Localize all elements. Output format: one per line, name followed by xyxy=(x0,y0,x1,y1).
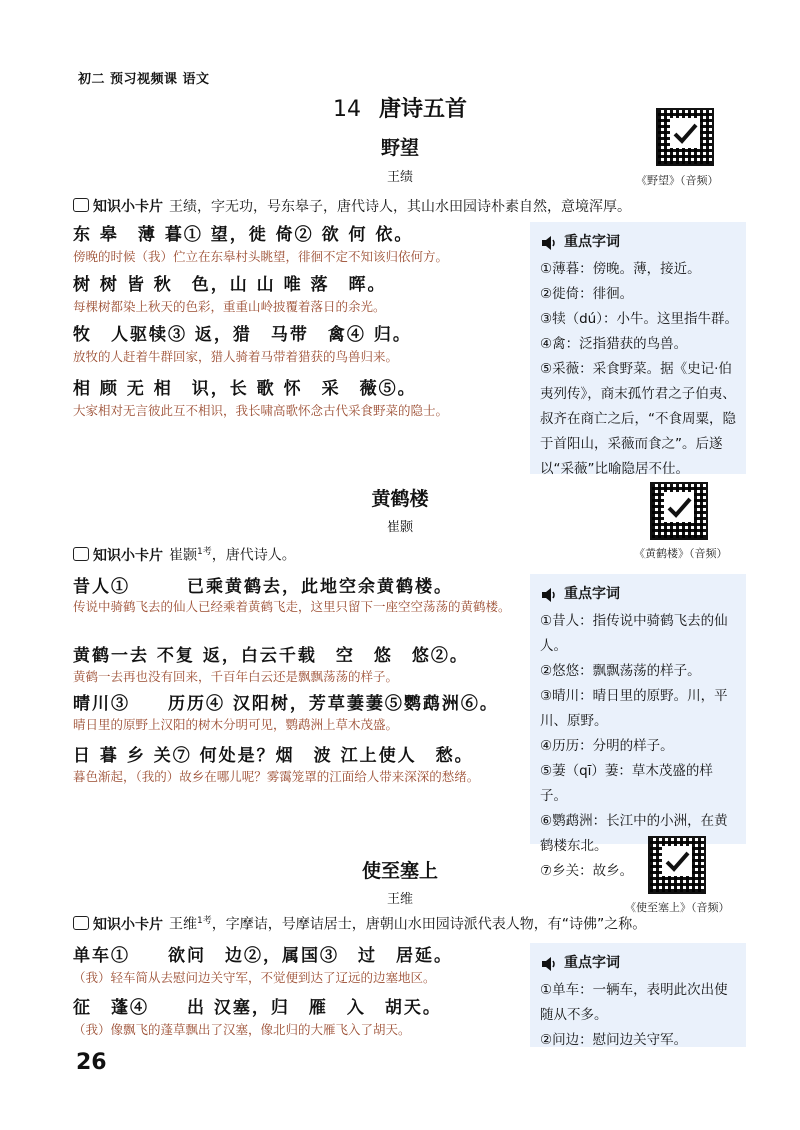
card-author: 王维 xyxy=(169,916,197,933)
key-words-title: 重点字词 xyxy=(540,582,738,607)
key-word-item: ⑥鹦鹉洲：长江中的小洲，在黄鹤楼东北。 xyxy=(540,813,728,854)
speaker-icon xyxy=(540,235,558,251)
key-word-item: ②问边：慰问边关守军。 xyxy=(540,1032,688,1048)
qr-caption: 《黄鹤楼》（音频） xyxy=(634,547,728,560)
card-note: 1考 xyxy=(197,916,212,926)
line-translation: 传说中骑鹤飞去的仙人已经乘着黄鹤飞走，这里只留下一座空空荡荡的黄鹤楼。 xyxy=(73,599,511,614)
qr-code-icon[interactable] xyxy=(648,836,706,894)
key-word-item: ①薄暮：傍晚。薄，接近。 xyxy=(540,261,701,277)
card-label: 知识小卡片 xyxy=(93,547,163,564)
card-note: 1考 xyxy=(197,547,212,557)
key-words-box xyxy=(530,222,746,477)
line-translation: （我）轻车简从去慰问边关守军，不觉便到达了辽远的边塞地区。 xyxy=(73,970,436,985)
key-word-item: ②悠悠：飘飘荡荡的样子。 xyxy=(540,663,701,679)
line-translation: 每棵树都染上秋天的色彩，重重山岭披覆着落日的余光。 xyxy=(73,299,386,314)
card-text: 王绩，字无功，号东皋子，唐代诗人，其山水田园诗朴素自然，意境浑厚。 xyxy=(169,199,631,215)
qr-code-icon[interactable] xyxy=(656,108,714,166)
key-word-item: ①单车：一辆车，表明此次出使随从不多。 xyxy=(540,982,728,1023)
line-translation: （我）像飘飞的蓬草飘出了汉塞，像北归的大雁飞入了胡天。 xyxy=(73,1022,411,1037)
knowledge-card xyxy=(73,913,646,934)
line-translation: 黄鹤一去再也没有回来，千百年白云还是飘飘荡荡的样子。 xyxy=(73,669,399,684)
poem-line: 黄鹤一去 不复 返，白云千载 空 悠 悠②。 xyxy=(73,646,469,666)
poem-title: 黄鹤楼 xyxy=(371,488,429,510)
key-word-item: ⑦乡关：故乡。 xyxy=(540,863,634,879)
card-label: 知识小卡片 xyxy=(93,199,163,215)
poem-line: 牧 人驱犊③ 返，猎 马带 禽④ 归。 xyxy=(73,325,412,345)
lesson-title: 唐诗五首 xyxy=(378,97,467,122)
key-words-box xyxy=(530,943,746,1047)
qr-caption: 《野望》（音频） xyxy=(636,174,719,187)
poem-line: 相 顾 无 相 识，长 歌 怀 采 薇⑤。 xyxy=(73,379,417,399)
card-author: 崔颢 xyxy=(169,547,197,564)
card-icon xyxy=(73,916,89,930)
qr-caption: 《使至塞上》（音频） xyxy=(625,901,730,914)
key-word-item: ③晴川：晴日里的原野。川，平川、原野。 xyxy=(540,688,728,729)
key-words-title: 重点字词 xyxy=(540,951,738,976)
key-word-item: ④禽：泛指猎获的鸟兽。 xyxy=(540,336,688,352)
poem-title: 使至塞上 xyxy=(361,860,438,882)
knowledge-card xyxy=(73,544,296,565)
speaker-icon xyxy=(540,587,558,603)
knowledge-card xyxy=(73,196,631,216)
poem-line: 东 皋 薄 暮① 望，徙 倚② 欲 何 依。 xyxy=(73,225,414,245)
poem-line: 昔人① 已乘黄鹤去，此地空余黄鹤楼。 xyxy=(73,577,453,597)
card-icon xyxy=(73,547,89,561)
speaker-icon xyxy=(540,956,558,972)
card-label: 知识小卡片 xyxy=(93,916,163,933)
key-word-item: ①昔人：指传说中骑鹤飞去的仙人。 xyxy=(540,613,728,654)
line-translation: 晴日里的原野上汉阳的树木分明可见，鹦鹉洲上草木茂盛。 xyxy=(73,717,399,732)
key-word-item: ⑤采薇：采食野菜。据《史记·伯夷列传》，商末孤竹君之子伯夷、叔齐在商亡之后，“不食周粟，隐于首阳山，采薇而食之”。后遂以“采薇”比喻隐居不仕。 xyxy=(540,361,736,477)
poem-author: 王绩 xyxy=(386,170,413,185)
poem-line: 征 蓬④ 出 汉塞，归 雁 入 胡天。 xyxy=(73,998,442,1018)
key-words-title: 重点字词 xyxy=(540,230,738,255)
key-word-item: ⑤萋（qī）萋：草木茂盛的样子。 xyxy=(540,763,713,804)
poem-line: 树 树 皆 秋 色，山 山 唯 落 晖。 xyxy=(73,275,387,295)
poem-author: 王维 xyxy=(386,892,413,907)
lesson-number: 14 xyxy=(332,97,361,122)
poem-line: 日 暮 乡 关⑦ 何处是？烟 波 江上使人 愁。 xyxy=(73,746,474,766)
line-translation: 大家相对无言彼此互不相识，我长啸高歌怀念古代采食野菜的隐士。 xyxy=(73,403,449,418)
key-words-box xyxy=(530,574,746,879)
line-translation: 傍晚的时候（我）伫立在东皋村头眺望，徘徊不定不知该归依何方。 xyxy=(73,249,449,264)
card-text: ，字摩诘，号摩诘居士，唐朝山水田园诗派代表人物，有“诗佛”之称。 xyxy=(211,916,647,933)
key-word-item: ④历历：分明的样子。 xyxy=(540,738,674,754)
key-word-item: ③犊（dú）：小牛。这里指牛群。 xyxy=(540,311,738,327)
card-text: ，唐代诗人。 xyxy=(211,547,296,564)
qr-code-icon[interactable] xyxy=(650,482,708,540)
line-translation: 放牧的人赶着牛群回家，猎人骑着马带着猎获的鸟兽归来。 xyxy=(73,349,399,364)
page-number: 26 xyxy=(76,1050,107,1075)
poem-line: 单车① 欲问 边②，属国③ 过 居延。 xyxy=(73,946,453,966)
poem-line: 晴川③ 历历④ 汉阳树，芳草萋萋⑤鹦鹉洲⑥。 xyxy=(73,694,499,714)
poem-author: 崔颢 xyxy=(386,520,413,535)
poem-title: 野望 xyxy=(380,137,419,159)
line-translation: 暮色渐起，（我的）故乡在哪儿呢？雾霭笼罩的江面给人带来深深的愁绪。 xyxy=(73,769,480,784)
card-icon xyxy=(73,198,89,212)
header-tag: 初二 预习视频课 语文 xyxy=(78,72,210,87)
key-word-item: ②徙倚：徘徊。 xyxy=(540,286,634,302)
